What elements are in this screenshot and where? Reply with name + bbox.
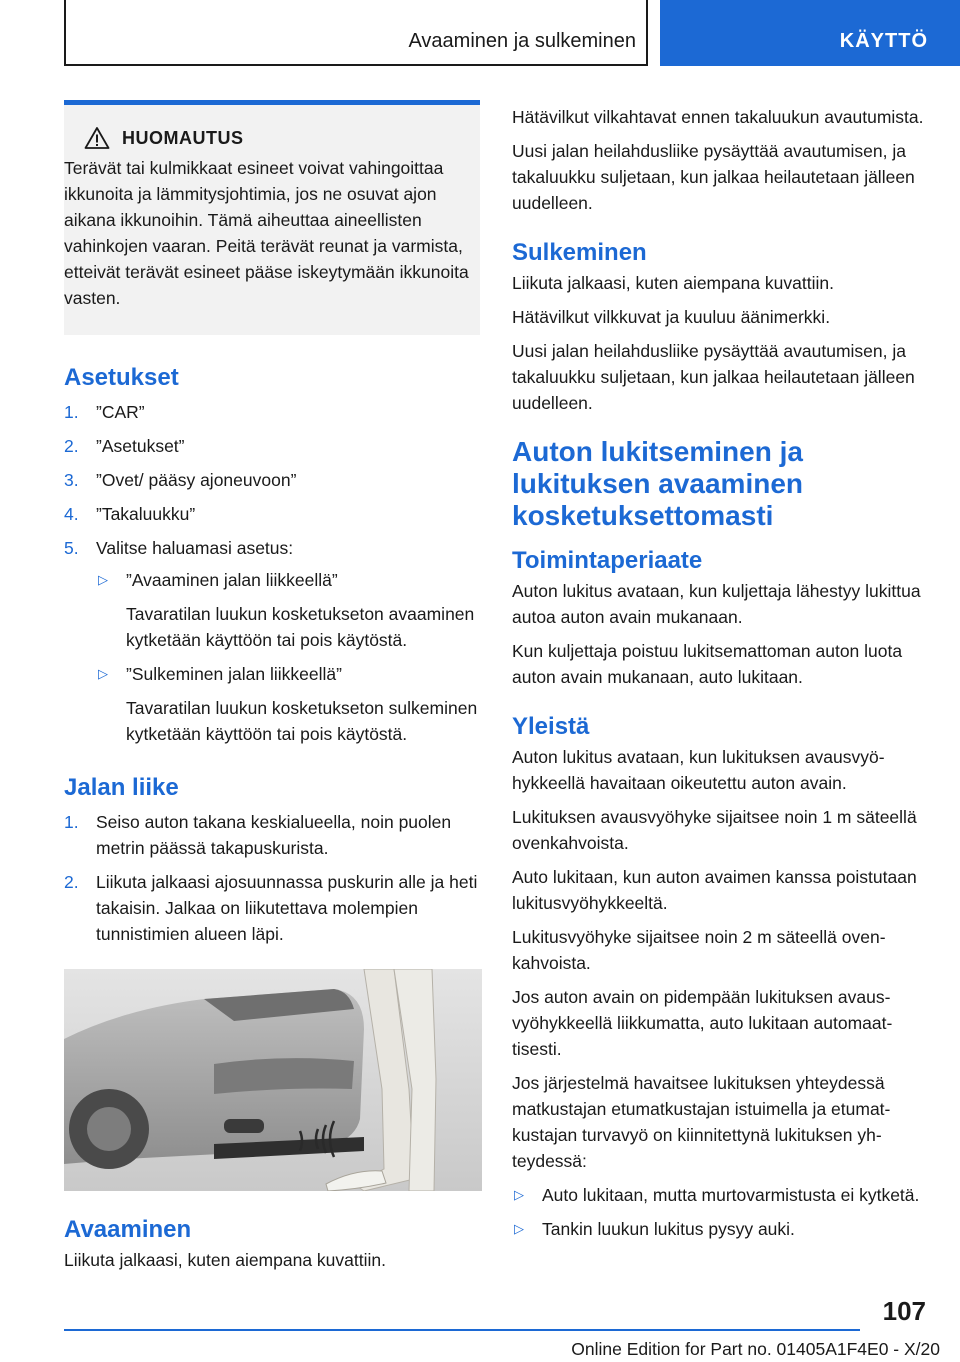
step-number: 3. — [64, 470, 79, 490]
general-paragraph: Auto lukitaan, kun auton avaimen kanssa poistutaan lukitusvyöhykkeeltä. — [512, 867, 917, 913]
option-label: ”Avaaminen jalan liikkeellä” — [126, 570, 338, 590]
list-item — [96, 567, 480, 653]
header-chapter-tab — [660, 0, 960, 66]
principle-paragraph-1: Auton lukitus avataan, kun kuljettaja lähestyy lukittua autoa auton avain mukanaan. — [512, 581, 921, 627]
step-text: Seiso auton takana keskialueella, noin puolen metrin päässä takapuskurista. — [96, 812, 452, 858]
notice-title: HUOMAUTUS — [122, 128, 244, 148]
principle-heading: Toimintaperiaate — [512, 547, 703, 574]
footer-edition-text: Online Edition for Part no. 01405A1F4E0 - X/20 — [571, 1339, 940, 1359]
right-column — [512, 104, 924, 1250]
page-number: 107 — [882, 1296, 926, 1326]
option-description: Tavaratilan luukun kosketukseton sulkeminen kytketään käyttöön tai pois käytöstä. — [126, 698, 478, 744]
triangle-bullet-icon: ▷ — [98, 572, 108, 587]
settings-heading: Asetukset — [64, 364, 179, 391]
header-bottom-rule — [64, 64, 648, 66]
list-item — [512, 1182, 924, 1208]
step-number: 2. — [64, 872, 79, 892]
step-text: ”Ovet/ pääsy ajoneuvoon” — [96, 470, 297, 490]
list-item — [64, 399, 480, 425]
opening-paragraph-2: Hätävilkut vilkahtavat ennen takaluukun avautumista. — [512, 107, 924, 127]
settings-steps — [64, 399, 480, 755]
option-description: Tavaratilan luukun kosketukseton avaaminen kytketään käyttöön tai pois käytöstä. — [126, 604, 475, 650]
list-item — [64, 809, 480, 861]
list-item — [64, 467, 480, 493]
step-text: ”CAR” — [96, 402, 145, 422]
step-number: 2. — [64, 436, 79, 456]
car-rear-foot-illustration — [64, 969, 482, 1191]
keyless-bullets — [512, 1182, 924, 1242]
general-paragraph: Auton lukitus avataan, kun lukituksen avausvyöhykkeellä havaitaan oikeutettu auton avain. — [512, 747, 885, 793]
triangle-bullet-icon: ▷ — [98, 666, 108, 681]
list-item — [96, 661, 480, 747]
general-paragraph: Jos järjestelmä havaitsee lukituksen yhteydessä matkustajan etumatkustajan istuimella ja etumatkustajan turvavyö on kiinnitettynä lukituksen yhteydessä: — [512, 1073, 891, 1171]
warning-triangle-icon — [84, 126, 110, 150]
settings-options — [96, 567, 480, 747]
general-paragraph: Lukituksen avausvyöhyke sijaitsee noin 1 m säteellä ovenkahvoista. — [512, 807, 917, 853]
opening-paragraph-1: Liikuta jalkaasi, kuten aiempana kuvattiin. — [64, 1250, 386, 1270]
step-number: 1. — [64, 812, 79, 832]
list-item — [64, 869, 480, 947]
header-tab-label: KÄYTTÖ — [839, 30, 928, 52]
step-text: ”Takaluukku” — [96, 504, 196, 524]
step-number: 4. — [64, 504, 79, 524]
left-column — [64, 100, 480, 1281]
step-text: Liikuta jalkaasi ajosuunnassa puskurin alle ja heti takaisin. Jalkaa on liikutettava molempien tunnistimien alueen läpi. — [96, 872, 478, 944]
closing-paragraph-2: Hätävilkut vilkkuvat ja kuuluu äänimerkki. — [512, 307, 831, 327]
step-text: Valitse haluamasi asetus: — [96, 538, 294, 558]
notice-body: Terävät tai kulmikkaat esineet voivat vahingoittaa ikkunoita ja lämmitysjohtimia, jos ne osuvat ajon aikana ikkunoihin. Tämä aiheuttaa aineellisten vahinkojen vaaran. Peitä terävät reunat ja varmista, etteivät terävät esineet pääse iskeytymään ikkunoita vasten. — [64, 158, 469, 308]
bullet-text: Tankin luukun lukitus pysyy auki. — [542, 1219, 795, 1239]
general-paragraph: Jos auton avain on pidempään lukituksen avausvyöhykkeellä liikkumatta, auto lukitaan automaattisesti. — [512, 987, 893, 1059]
general-heading: Yleistä — [512, 713, 590, 740]
closing-paragraph-3: Uusi jalan heilahdusliike pysäyttää avautumisen, ja takaluukku suljetaan, kun jalkaa heilautetaan jälleen uudelleen. — [512, 341, 915, 413]
header-right-rule — [646, 0, 648, 66]
step-number: 1. — [64, 402, 79, 422]
closing-paragraph-1: Liikuta jalkaasi, kuten aiempana kuvattiin. — [512, 273, 834, 293]
list-item — [64, 433, 480, 459]
list-item — [64, 535, 480, 755]
list-item — [512, 1216, 924, 1242]
header-section-title: Avaaminen ja sulkeminen — [408, 30, 636, 52]
footer-rule — [64, 1329, 860, 1331]
bullet-text: Auto lukitaan, mutta murtovarmistusta ei kytketä. — [542, 1185, 920, 1205]
opening-paragraph-3: Uusi jalan heilahdusliike pysäyttää avautumisen, ja takaluukku suljetaan, kun jalkaa heilautetaan jälleen uudelleen. — [512, 141, 915, 213]
opening-heading: Avaaminen — [64, 1216, 192, 1243]
step-text: ”Asetukset” — [96, 436, 185, 456]
option-label: ”Sulkeminen jalan liikkeellä” — [126, 664, 342, 684]
foot-movement-steps — [64, 809, 480, 947]
step-number: 5. — [64, 538, 79, 558]
triangle-bullet-icon: ▷ — [514, 1187, 524, 1202]
general-paragraph: Lukitusvyöhyke sijaitsee noin 2 m säteellä ovenkahvoista. — [512, 927, 886, 973]
keyless-heading: Auton lukitseminen ja lukituksen avaaminen kosketuksettomasti — [512, 436, 804, 531]
foot-gesture-illustration — [64, 969, 482, 1191]
foot-movement-heading: Jalan liike — [64, 774, 179, 801]
closing-heading: Sulkeminen — [512, 239, 647, 266]
list-item — [64, 501, 480, 527]
triangle-bullet-icon: ▷ — [514, 1221, 524, 1236]
notice-box — [64, 105, 480, 335]
principle-paragraph-2: Kun kuljettaja poistuu lukitsemattoman auton luota auton avain mukanaan, auto lukitaan. — [512, 641, 903, 687]
